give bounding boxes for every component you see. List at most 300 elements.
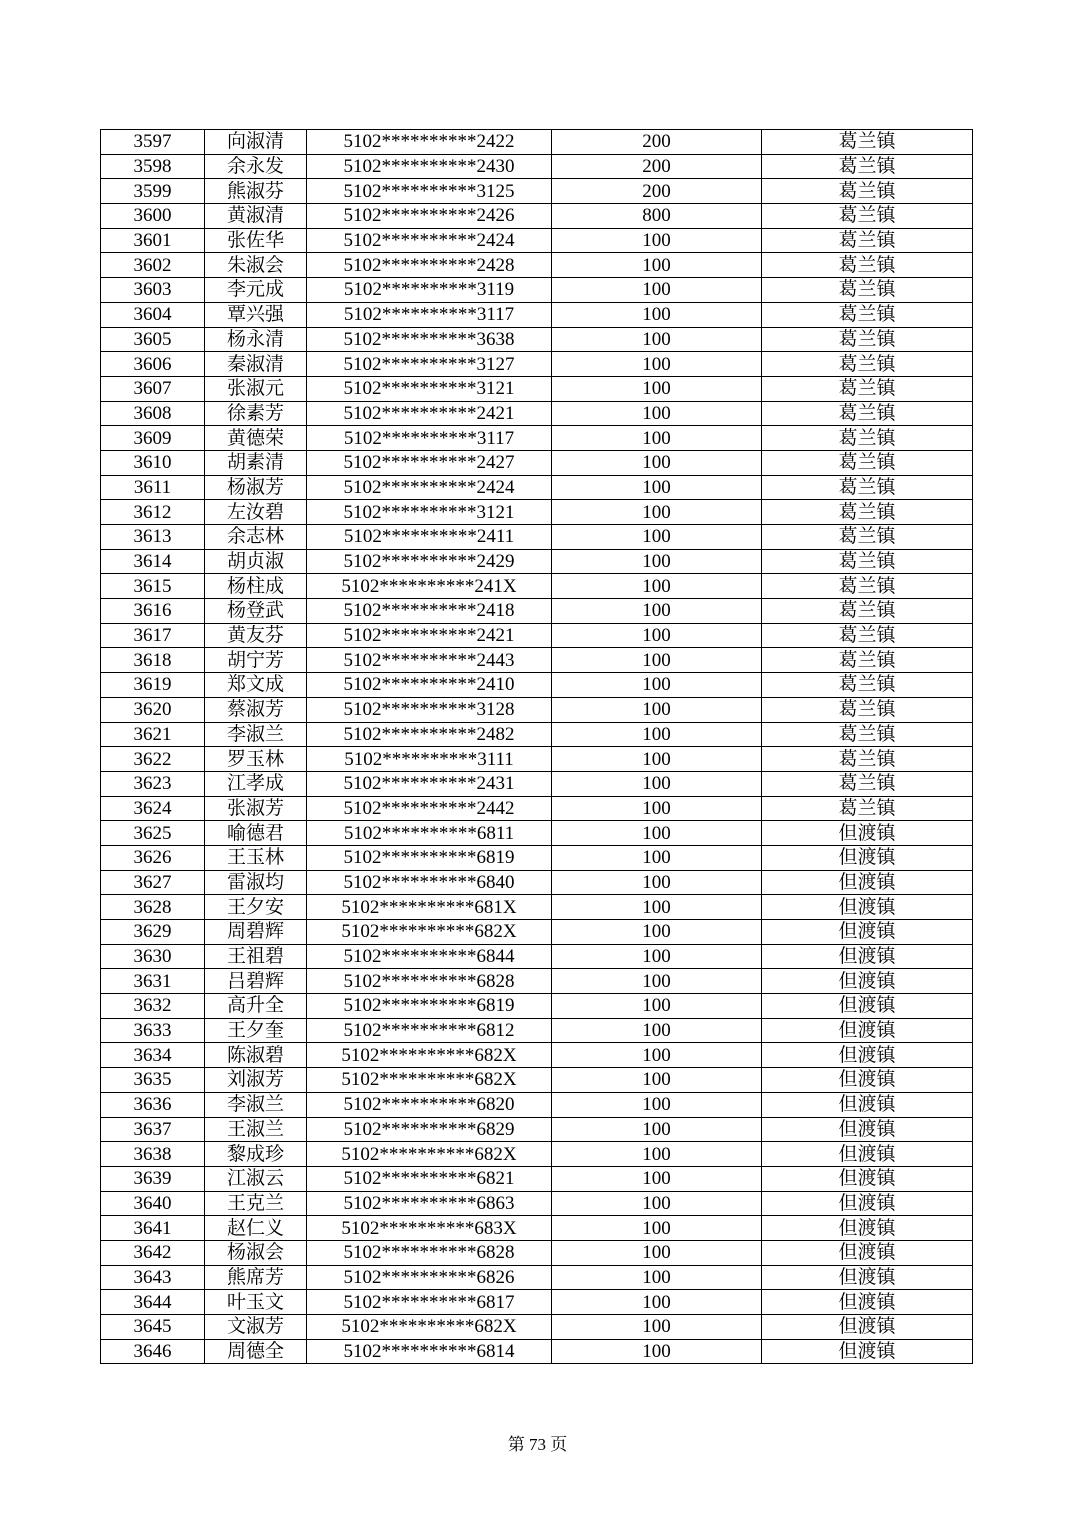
name-cell: 张淑芳 [205,796,307,821]
amount-cell: 100 [552,969,762,994]
town-cell: 但渡镇 [762,920,973,945]
row-number-cell: 3631 [101,969,205,994]
name-cell: 张淑元 [205,376,307,401]
id-number-cell: 5102**********3638 [307,327,552,352]
row-number-cell: 3607 [101,376,205,401]
town-cell: 葛兰镇 [762,574,973,599]
id-number-cell: 5102**********2424 [307,475,552,500]
name-cell: 徐素芳 [205,401,307,426]
row-number-cell: 3622 [101,747,205,772]
name-cell: 覃兴强 [205,302,307,327]
town-cell: 但渡镇 [762,895,973,920]
amount-cell: 800 [552,204,762,229]
id-number-cell: 5102**********6819 [307,845,552,870]
name-cell: 黄友芬 [205,623,307,648]
amount-cell: 100 [552,1191,762,1216]
row-number-cell: 3597 [101,130,205,155]
table-row [101,204,973,229]
name-cell: 杨永清 [205,327,307,352]
row-number-cell: 3635 [101,1068,205,1093]
town-cell: 但渡镇 [762,821,973,846]
amount-cell: 200 [552,179,762,204]
town-cell: 葛兰镇 [762,302,973,327]
row-number-cell: 3634 [101,1043,205,1068]
name-cell: 王夕安 [205,895,307,920]
table-row [101,1265,973,1290]
row-number-cell: 3603 [101,278,205,303]
amount-cell: 100 [552,426,762,451]
town-cell: 葛兰镇 [762,179,973,204]
row-number-cell: 3612 [101,500,205,525]
town-cell: 葛兰镇 [762,401,973,426]
id-number-cell: 5102**********2424 [307,228,552,253]
id-number-cell: 5102**********3111 [307,747,552,772]
name-cell: 叶玉文 [205,1290,307,1315]
row-number-cell: 3623 [101,771,205,796]
amount-cell: 100 [552,525,762,550]
amount-cell: 100 [552,1117,762,1142]
name-cell: 黄淑清 [205,204,307,229]
amount-cell: 100 [552,623,762,648]
amount-cell: 100 [552,895,762,920]
row-number-cell: 3640 [101,1191,205,1216]
amount-cell: 100 [552,821,762,846]
town-cell: 但渡镇 [762,1339,973,1364]
amount-cell: 100 [552,1092,762,1117]
amount-cell: 100 [552,1290,762,1315]
table-row [101,771,973,796]
amount-cell: 100 [552,599,762,624]
town-cell: 但渡镇 [762,1018,973,1043]
row-number-cell: 3620 [101,697,205,722]
town-cell: 葛兰镇 [762,253,973,278]
table-row [101,549,973,574]
name-cell: 熊淑芬 [205,179,307,204]
amount-cell: 100 [552,1339,762,1364]
town-cell: 但渡镇 [762,1068,973,1093]
town-cell: 葛兰镇 [762,771,973,796]
town-cell: 葛兰镇 [762,450,973,475]
row-number-cell: 3616 [101,599,205,624]
town-cell: 但渡镇 [762,1265,973,1290]
town-cell: 葛兰镇 [762,500,973,525]
table-row [101,1290,973,1315]
row-number-cell: 3639 [101,1166,205,1191]
table-row [101,1240,973,1265]
table-row [101,870,973,895]
amount-cell: 100 [552,352,762,377]
id-number-cell: 5102**********6828 [307,1240,552,1265]
row-number-cell: 3632 [101,994,205,1019]
town-cell: 葛兰镇 [762,673,973,698]
table-row [101,969,973,994]
id-number-cell: 5102**********3128 [307,697,552,722]
town-cell: 但渡镇 [762,1216,973,1241]
id-number-cell: 5102**********3127 [307,352,552,377]
id-number-cell: 5102**********6820 [307,1092,552,1117]
amount-cell: 100 [552,747,762,772]
id-number-cell: 5102**********2410 [307,673,552,698]
amount-cell: 100 [552,253,762,278]
id-number-cell: 5102**********2422 [307,130,552,155]
name-cell: 喻德君 [205,821,307,846]
id-number-cell: 5102**********2429 [307,549,552,574]
town-cell: 但渡镇 [762,1191,973,1216]
name-cell: 胡素清 [205,450,307,475]
name-cell: 赵仁义 [205,1216,307,1241]
town-cell: 葛兰镇 [762,697,973,722]
town-cell: 葛兰镇 [762,623,973,648]
table-row [101,944,973,969]
table-row [101,1191,973,1216]
row-number-cell: 3600 [101,204,205,229]
table-row [101,1018,973,1043]
table-row [101,1092,973,1117]
id-number-cell: 5102**********682X [307,1315,552,1340]
name-cell: 黄德荣 [205,426,307,451]
amount-cell: 100 [552,302,762,327]
name-cell: 郑文成 [205,673,307,698]
town-cell: 葛兰镇 [762,327,973,352]
row-number-cell: 3613 [101,525,205,550]
row-number-cell: 3630 [101,944,205,969]
table-row [101,130,973,155]
table-row [101,920,973,945]
id-number-cell: 5102**********6829 [307,1117,552,1142]
table-row [101,278,973,303]
id-number-cell: 5102**********6828 [307,969,552,994]
table-row [101,1142,973,1167]
amount-cell: 100 [552,228,762,253]
town-cell: 葛兰镇 [762,525,973,550]
town-cell: 但渡镇 [762,944,973,969]
town-cell: 但渡镇 [762,1142,973,1167]
town-cell: 但渡镇 [762,1166,973,1191]
name-cell: 周德全 [205,1339,307,1364]
id-number-cell: 5102**********6812 [307,1018,552,1043]
id-number-cell: 5102**********3117 [307,426,552,451]
town-cell: 葛兰镇 [762,204,973,229]
amount-cell: 100 [552,1068,762,1093]
table-row [101,376,973,401]
name-cell: 刘淑芳 [205,1068,307,1093]
town-cell: 葛兰镇 [762,747,973,772]
town-cell: 葛兰镇 [762,796,973,821]
town-cell: 葛兰镇 [762,648,973,673]
row-number-cell: 3636 [101,1092,205,1117]
id-number-cell: 5102**********2411 [307,525,552,550]
town-cell: 但渡镇 [762,994,973,1019]
table-row [101,821,973,846]
amount-cell: 100 [552,771,762,796]
table-row [101,994,973,1019]
name-cell: 向淑清 [205,130,307,155]
row-number-cell: 3614 [101,549,205,574]
amount-cell: 100 [552,722,762,747]
amount-cell: 100 [552,475,762,500]
name-cell: 王夕奎 [205,1018,307,1043]
id-number-cell: 5102**********6814 [307,1339,552,1364]
amount-cell: 100 [552,1315,762,1340]
id-number-cell: 5102**********3119 [307,278,552,303]
id-number-cell: 5102**********682X [307,1142,552,1167]
row-number-cell: 3621 [101,722,205,747]
name-cell: 黎成珍 [205,1142,307,1167]
town-cell: 但渡镇 [762,1290,973,1315]
name-cell: 王克兰 [205,1191,307,1216]
id-number-cell: 5102**********682X [307,1068,552,1093]
id-number-cell: 5102**********2442 [307,796,552,821]
id-number-cell: 5102**********682X [307,920,552,945]
table-row [101,1216,973,1241]
table-row [101,747,973,772]
town-cell: 葛兰镇 [762,154,973,179]
name-cell: 秦淑清 [205,352,307,377]
row-number-cell: 3638 [101,1142,205,1167]
id-number-cell: 5102**********6844 [307,944,552,969]
amount-cell: 100 [552,450,762,475]
name-cell: 吕碧辉 [205,969,307,994]
id-number-cell: 5102**********2426 [307,204,552,229]
row-number-cell: 3605 [101,327,205,352]
row-number-cell: 3624 [101,796,205,821]
row-number-cell: 3633 [101,1018,205,1043]
row-number-cell: 3618 [101,648,205,673]
town-cell: 葛兰镇 [762,130,973,155]
row-number-cell: 3606 [101,352,205,377]
amount-cell: 100 [552,697,762,722]
town-cell: 但渡镇 [762,870,973,895]
name-cell: 陈淑碧 [205,1043,307,1068]
table-row [101,845,973,870]
id-number-cell: 5102**********3121 [307,500,552,525]
amount-cell: 100 [552,920,762,945]
id-number-cell: 5102**********2431 [307,771,552,796]
id-number-cell: 5102**********2428 [307,253,552,278]
id-number-cell: 5102**********683X [307,1216,552,1241]
row-number-cell: 3609 [101,426,205,451]
page-number: 第 73 页 [507,1435,568,1454]
name-cell: 杨淑芳 [205,475,307,500]
row-number-cell: 3637 [101,1117,205,1142]
row-number-cell: 3626 [101,845,205,870]
name-cell: 王淑兰 [205,1117,307,1142]
amount-cell: 200 [552,130,762,155]
name-cell: 李淑兰 [205,1092,307,1117]
name-cell: 王祖碧 [205,944,307,969]
table-row [101,1068,973,1093]
town-cell: 但渡镇 [762,969,973,994]
id-number-cell: 5102**********6819 [307,994,552,1019]
table-row [101,154,973,179]
table-row [101,796,973,821]
table-row [101,426,973,451]
town-cell: 葛兰镇 [762,599,973,624]
amount-cell: 100 [552,549,762,574]
town-cell: 但渡镇 [762,845,973,870]
row-number-cell: 3645 [101,1315,205,1340]
table-row [101,500,973,525]
name-cell: 胡贞淑 [205,549,307,574]
amount-cell: 100 [552,944,762,969]
id-number-cell: 5102**********2418 [307,599,552,624]
row-number-cell: 3628 [101,895,205,920]
table-row [101,525,973,550]
id-number-cell: 5102**********6817 [307,1290,552,1315]
town-cell: 但渡镇 [762,1092,973,1117]
town-cell: 葛兰镇 [762,549,973,574]
amount-cell: 100 [552,401,762,426]
amount-cell: 100 [552,1166,762,1191]
table-row [101,673,973,698]
name-cell: 杨登武 [205,599,307,624]
amount-cell: 100 [552,574,762,599]
row-number-cell: 3625 [101,821,205,846]
amount-cell: 100 [552,870,762,895]
name-cell: 左汝碧 [205,500,307,525]
id-number-cell: 5102**********6863 [307,1191,552,1216]
name-cell: 余志林 [205,525,307,550]
row-number-cell: 3608 [101,401,205,426]
id-number-cell: 5102**********3117 [307,302,552,327]
row-number-cell: 3599 [101,179,205,204]
table-row [101,895,973,920]
name-cell: 胡宁芳 [205,648,307,673]
name-cell: 雷淑均 [205,870,307,895]
name-cell: 周碧辉 [205,920,307,945]
town-cell: 葛兰镇 [762,475,973,500]
id-number-cell: 5102**********2427 [307,450,552,475]
table-row [101,648,973,673]
id-number-cell: 5102**********6840 [307,870,552,895]
table-row [101,475,973,500]
id-number-cell: 5102**********3125 [307,179,552,204]
name-cell: 熊席芳 [205,1265,307,1290]
table-row [101,253,973,278]
town-cell: 葛兰镇 [762,376,973,401]
row-number-cell: 3619 [101,673,205,698]
town-cell: 葛兰镇 [762,722,973,747]
row-number-cell: 3646 [101,1339,205,1364]
amount-cell: 100 [552,673,762,698]
row-number-cell: 3641 [101,1216,205,1241]
name-cell: 余永发 [205,154,307,179]
row-number-cell: 3604 [101,302,205,327]
table-row [101,352,973,377]
table-row [101,450,973,475]
amount-cell: 100 [552,1240,762,1265]
town-cell: 但渡镇 [762,1315,973,1340]
id-number-cell: 5102**********2421 [307,623,552,648]
table-row [101,302,973,327]
table-row [101,1166,973,1191]
name-cell: 杨柱成 [205,574,307,599]
id-number-cell: 5102**********6826 [307,1265,552,1290]
table-row [101,179,973,204]
row-number-cell: 3611 [101,475,205,500]
amount-cell: 100 [552,1265,762,1290]
town-cell: 葛兰镇 [762,228,973,253]
amount-cell: 100 [552,278,762,303]
table-row [101,327,973,352]
amount-cell: 100 [552,376,762,401]
table-row [101,697,973,722]
name-cell: 李淑兰 [205,722,307,747]
amount-cell: 100 [552,994,762,1019]
id-number-cell: 5102**********2421 [307,401,552,426]
id-number-cell: 5102**********6811 [307,821,552,846]
row-number-cell: 3627 [101,870,205,895]
table-row [101,599,973,624]
town-cell: 但渡镇 [762,1117,973,1142]
id-number-cell: 5102**********3121 [307,376,552,401]
row-number-cell: 3615 [101,574,205,599]
row-number-cell: 3644 [101,1290,205,1315]
table-row [101,623,973,648]
amount-cell: 100 [552,500,762,525]
town-cell: 但渡镇 [762,1240,973,1265]
table-row [101,401,973,426]
id-number-cell: 5102**********682X [307,1043,552,1068]
amount-cell: 100 [552,1216,762,1241]
name-cell: 李元成 [205,278,307,303]
amount-cell: 100 [552,648,762,673]
name-cell: 文淑芳 [205,1315,307,1340]
table-row [101,1339,973,1364]
table-row [101,574,973,599]
table-row [101,722,973,747]
id-number-cell: 5102**********6821 [307,1166,552,1191]
name-cell: 罗玉林 [205,747,307,772]
name-cell: 王玉林 [205,845,307,870]
town-cell: 葛兰镇 [762,352,973,377]
amount-cell: 100 [552,1043,762,1068]
id-number-cell: 5102**********2430 [307,154,552,179]
amount-cell: 100 [552,845,762,870]
id-number-cell: 5102**********2482 [307,722,552,747]
id-number-cell: 5102**********2443 [307,648,552,673]
amount-cell: 200 [552,154,762,179]
roster-table-body [101,130,973,1364]
amount-cell: 100 [552,1018,762,1043]
town-cell: 葛兰镇 [762,426,973,451]
town-cell: 葛兰镇 [762,278,973,303]
name-cell: 江淑云 [205,1166,307,1191]
row-number-cell: 3629 [101,920,205,945]
name-cell: 朱淑会 [205,253,307,278]
name-cell: 高升全 [205,994,307,1019]
amount-cell: 100 [552,796,762,821]
amount-cell: 100 [552,1142,762,1167]
town-cell: 但渡镇 [762,1043,973,1068]
id-number-cell: 5102**********241X [307,574,552,599]
roster-table [100,129,973,1364]
id-number-cell: 5102**********681X [307,895,552,920]
row-number-cell: 3617 [101,623,205,648]
amount-cell: 100 [552,327,762,352]
row-number-cell: 3643 [101,1265,205,1290]
table-row [101,228,973,253]
table-row [101,1043,973,1068]
table-row [101,1315,973,1340]
name-cell: 张佐华 [205,228,307,253]
name-cell: 杨淑会 [205,1240,307,1265]
row-number-cell: 3598 [101,154,205,179]
row-number-cell: 3610 [101,450,205,475]
row-number-cell: 3642 [101,1240,205,1265]
table-row [101,1117,973,1142]
name-cell: 蔡淑芳 [205,697,307,722]
